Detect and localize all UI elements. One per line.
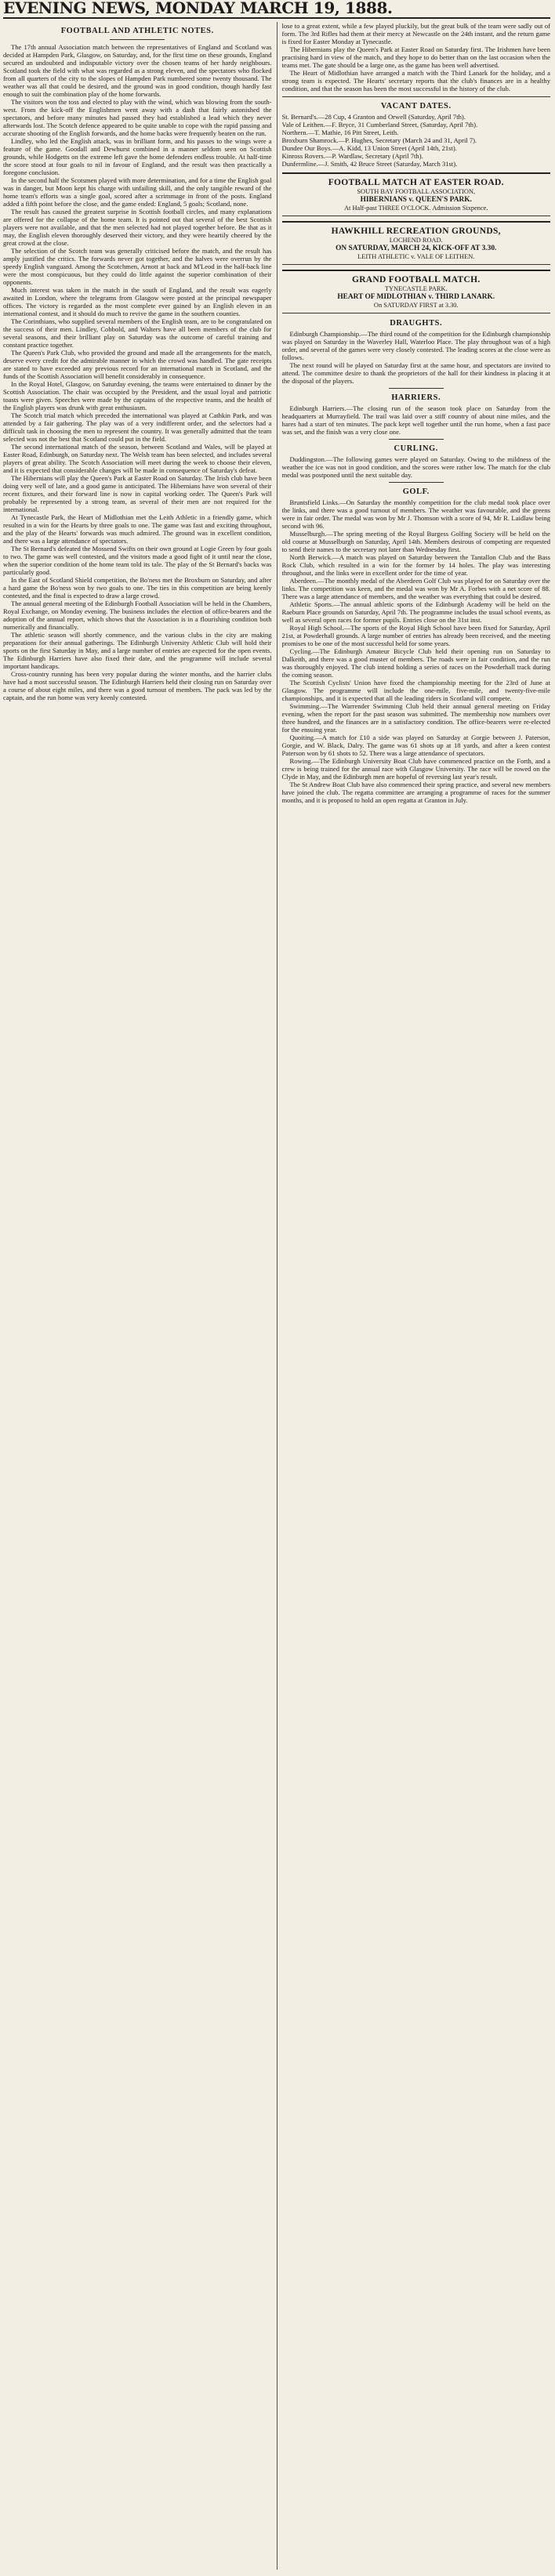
article-paragraph: Duddingston.—The following games were played on Saturday. Owing to the mildness of the weather the ice was not in good condition, and the scores were rather low. The match for the club medal was postponed until the next suitable day. bbox=[281, 455, 550, 479]
article-paragraph: lose to a great extent, while a few played pluckily, but the great bulk of the team were sadly out of form. The 3rd Rifles had them at their mercy at Newcastle on the 24th instant, and the return game is fixed for Easter Monday at Tynecastle. bbox=[281, 22, 550, 45]
ad-title: FOOTBALL MATCH AT EASTER ROAD. bbox=[328, 178, 504, 187]
list-item: Broxburn Shamrock.—P. Hughes, Secretary (March 24 and 31, April 7). bbox=[281, 136, 477, 144]
article-paragraph: The second international match of the season, between Scotland and Wales, will be played at Easter Road, Edinburgh, on Saturday next. The Welsh team has been selected, and includes several players of great ability. The Scotch Association will meet during the week to choose their eleven, and it is expected that considerable changes will be made in consequence of Saturday's defeat. bbox=[3, 443, 272, 474]
article-paragraph: Cross-country running has been very popular during the winter months, and the harrier clubs have had a most successful season. The Edinburgh Harriers held their closing run on Saturday over a course of about eight miles, and there was a good turnout of members. The pack was led by the captain, and the run home was very keenly contested. bbox=[3, 670, 272, 701]
article-paragraph: Cycling.—The Edinburgh Amateur Bicycle Club held their opening run on Saturday to Dalkeith, and there was a good muster of members. The roads were in fair condition, and the run was thoroughly enjoyed. The club intend holding a series of races on the Powderhall track during the coming season. bbox=[281, 647, 550, 679]
masthead bbox=[3, 0, 550, 19]
article-paragraph: The Queen's Park Club, who provided the ground and made all the arrangements for the match, deserve every credit for the admirable manner in which the crowd was handled. The gate receipts are stated to have exceeded any previous record for an international match in Scotland, and the funds of the Scottish Association will benefit considerably in consequence. bbox=[3, 349, 272, 380]
article-paragraph: Rowing.—The Edinburgh University Boat Club have commenced practice on the Forth, and a crew is being trained for the annual race with Glasgow University. The race will be rowed on the Clyde in May, and the Edinburgh men are hopeful of reversing last year's result. bbox=[281, 757, 550, 781]
ad-detail: On SATURDAY FIRST at 3.30. bbox=[373, 302, 459, 309]
article-paragraph: Quoiting.—A match for £10 a side was played on Saturday at Gorgie between J. Paterson, Gorgie, and W. Black, Dalry. The game was 61 shots up at 18 yards, and after a keen contest Paterson won by 61 shots to 52. There was a large attendance of spectators. bbox=[281, 734, 550, 757]
list-item: St. Bernard's.—28 Cup, 4 Granton and Orwell (Saturday, April 7th). bbox=[281, 113, 466, 121]
advertisement-easter-road bbox=[282, 172, 551, 216]
ad-line: HIBERNIANS v. QUEEN'S PARK. bbox=[360, 196, 472, 204]
list-item: Dundee Our Boys.—A. Kidd, 13 Union Street (April 14th, 21st). bbox=[281, 144, 457, 152]
section-rule bbox=[389, 388, 444, 389]
ad-subtitle: TYNECASTLE PARK. bbox=[384, 285, 448, 292]
advertisement-hawkhill bbox=[282, 221, 551, 265]
list-item: Vale of Leithen.—F. Bryce, 31 Cumberland Street, (Saturday, April 7th). bbox=[281, 121, 478, 129]
article-paragraph: The St Bernard's defeated the Mossend Swifts on their own ground at Logie Green by four goals to two. The game was well contested, and the visitors made a good fight of it until near the close, when the superior condition of the home team told its tale. The play of the St Bernard's backs was particularly good. bbox=[3, 545, 272, 576]
article-paragraph: The 17th annual Association match between the representatives of England and Scotland was decided at Hampden Park, Glasgow, on Saturday, and, for the first time on these grounds, England secured an undoubted and indisputable victory over the chosen teams of her hardy neighbours. Scotland took the field with what was regarded as a strong eleven, and the spectators who flocked from all quarters of the city to the slopes of Hampden Park numbered some twenty thousand. The weather was all that could be desired, and the ground was in good condition, though hardly fast enough to suit the combination play of the home forwards. bbox=[3, 43, 272, 98]
article-paragraph: The Scotch trial match which preceded the international was played at Cathkin Park, and was attended by a fair gathering. The play was of a very indifferent order, and the selectors had a difficult task in choosing the men to represent the country. It was generally admitted that the team selected was not the best that Scotland could put in the field. bbox=[3, 411, 272, 443]
ad-detail: At Half-past THREE O'CLOCK. Admission Sixpence. bbox=[344, 205, 488, 212]
section-rule bbox=[389, 482, 444, 483]
article-paragraph: Swimming.—The Warrender Swimming Club held their annual general meeting on Friday evening, when the report for the past season was submitted. The membership now numbers over three hundred, and the finances are in a satisfactory condition. The office-bearers were re-elected for the ensuing year. bbox=[281, 702, 550, 734]
list-item: Dunfermline.—J. Smith, 42 Bruce Street (Saturday, March 31st). bbox=[281, 160, 458, 168]
article-paragraph: Edinburgh Championship.—The third round of the competition for the Edinburgh championship was played on Saturday in the Waverley Hall, Waterloo Place. The play throughout was of a high order, and several of the games were very closely contested. The leading scores at the close were as follows. bbox=[281, 330, 550, 361]
article-paragraph: The next round will be played on Saturday first at the same hour, and spectators are invited to attend. The committee desire to thank the proprietors of the hall for their kindness in placing it at the disposal of the players. bbox=[281, 361, 550, 385]
article-paragraph: The Scottish Cyclists' Union have fixed the championship meeting for the 23rd of June at Glasgow. The programme will include the one-mile, five-mile, and twenty-five-mile championships, and it is expected that all the leading riders in Scotland will compete. bbox=[281, 679, 550, 702]
article-paragraph: The Hibernians play the Queen's Park at Easter Road on Saturday first. The Irishmen have been practising hard in view of the match, and they hope to do better than on the last occasion when the teams met. The gate should be a large one, as the game has been well advertised. bbox=[281, 45, 550, 69]
list-item: Kinross Rovers.—P. Wardlaw, Secretary (April 7th). bbox=[281, 152, 423, 160]
ad-subtitle: LOCHEND ROAD. bbox=[389, 237, 443, 244]
section-heading-harriers: HARRIERS. bbox=[391, 393, 441, 402]
article-paragraph: The result has caused the greatest surprise in Scottish football circles, and many explanations are offered for the collapse of the home team. It is pointed out that several of the best Scottish players were not available, and that the men selected had not played together before. Be that as it may, the English eleven thoroughly deserved their victory, and they were heartily cheered by the great crowd at the close. bbox=[3, 208, 272, 247]
article-paragraph: In the Royal Hotel, Glasgow, on Saturday evening, the teams were entertained to dinner by the Scottish Association. The chair was occupied by the President, and the usual loyal and patriotic toasts were given. Speeches were made by the captains of the respective teams, and the health of the English players was drunk with great enthusiasm. bbox=[3, 380, 272, 411]
article-paragraph: The annual general meeting of the Edinburgh Football Association will be held in the Chambers, Royal Exchange, on Monday evening. The business includes the election of office-bearers and the adoption of the annual report, which shows that the Association is in a flourishing condition both numerically and financially. bbox=[3, 600, 272, 631]
ad-line: HEART OF MIDLOTHIAN v. THIRD LANARK. bbox=[337, 293, 495, 301]
article-paragraph: The Corinthians, who supplied several members of the English team, are to be congratulated on the success of their men. Lindley, Cobbold, and Walters have all been members of the club for several seasons, and their brilliant play on Saturday was the outcome of careful training and constant practice together. bbox=[3, 317, 272, 349]
article-paragraph: Much interest was taken in the match in the south of England, and the result was eagerly awaited in London, where the telegrams from Glasgow were posted at the principal newspaper offices. The victory is regarded as the most complete ever gained by an English eleven in an international contest, and it should do much to revive the game in the southern counties. bbox=[3, 286, 272, 317]
vacant-dates-list bbox=[282, 113, 551, 168]
article-paragraph: Edinburgh Harriers.—The closing run of the season took place on Saturday from the headquarters at Murrayfield. The trail was laid over a stiff country of about nine miles, and the hares had a start of ten minutes. The pack kept well together until the run home, when a fast pace was set, and the finish was a very close one. bbox=[281, 404, 550, 436]
article-paragraph: North Berwick.—A match was played on Saturday between the Tantallon Club and the Bass Rock Club, which resulted in a win for the former by 14 holes. The play was interesting throughout, and the links were in excellent order for the time of year. bbox=[281, 553, 550, 577]
section-rule bbox=[389, 439, 444, 440]
section-heading-golf: GOLF. bbox=[402, 487, 430, 496]
article-paragraph: In the second half the Scotsmen played with more determination, and for a time the English goal was in danger, but Moon kept his charge with unfailing skill, and the only tangible reward of the home team's efforts was a single goal, scored after a scrimmage in front of the posts. England added a fifth point before the close, and the game ended: England, 5 goals; Scotland, none. bbox=[3, 176, 272, 208]
ad-title: GRAND FOOTBALL MATCH. bbox=[351, 275, 481, 284]
article-paragraph: The selection of the Scotch team was generally criticised before the match, and the result has amply justified the critics. The forwards never got together, and the halves were overrun by the speedy English vanguard. Among the Scotchmen, Arnott at back and M'Leod in the half-back line were the most conspicuous, but they could do little against the superior combination of their opponents. bbox=[3, 247, 272, 286]
left-column bbox=[3, 22, 272, 2570]
ad-line: ON SATURDAY, MARCH 24, KICK-OFF AT 3.30. bbox=[336, 245, 497, 252]
article-paragraph: The Heart of Midlothian have arranged a match with the Third Lanark for the holiday, and a strong team is expected. The Hearts' secretary reports that the club's finances are in a healthy condition, and that the season has been the most successful in the history of the club. bbox=[281, 69, 550, 92]
ad-detail: LEITH ATHLETIC v. VALE OF LEITHEN. bbox=[357, 253, 475, 260]
article-paragraph: Bruntsfield Links.—On Saturday the monthly competition for the club medal took place over the links, and there was a good turnout of members. The weather was favourable, and the greens were in fair order. The medal was won by Mr J. Thomson with a score of 94, Mr R. Laidlaw being second with 96. bbox=[281, 498, 550, 530]
article-paragraph: Lindley, who led the English attack, was in brilliant form, and his passes to the wings were a feature of the game. Goodall and Dewhurst combined in a manner seldom seen on Scottish grounds, while Hodgetts on the extreme left gave the home defenders endless trouble. At half-time the score stood at four goals to nil in favour of England, and the result was then practically a foregone conclusion. bbox=[3, 137, 272, 176]
article-paragraph: At Tynecastle Park, the Heart of Midlothian met the Leith Athletic in a friendly game, which resulted in a win for the Hearts by three goals to one. The game was fast and exciting throughout, and the play of the Hearts' forwards was much admired. The ground was in excellent condition, and there was a large attendance of spectators. bbox=[3, 513, 272, 545]
masthead-title: EVENING NEWS, MONDAY MARCH 19, 1888. bbox=[3, 0, 393, 17]
article-paragraph: Aberdeen.—The monthly medal of the Aberdeen Golf Club was played for on Saturday over the links. The competition was keen, and the medal was won by Mr A. Forbes with a net score of 88. There was a large attendance of members, and the weather was everything that could be desired. bbox=[281, 577, 550, 600]
article-paragraph: The Hibernians will play the Queen's Park at Easter Road on Saturday. The Irish club have been doing very well of late, and a good game is anticipated. The Hibernians have won several of their recent fixtures, and their forward line is now in capital working order. The Queen's Park will probably be represented by a strong team, as several of their men are not required for the international. bbox=[3, 474, 272, 513]
article-heading: FOOTBALL AND ATHLETIC NOTES. bbox=[60, 27, 214, 35]
ad-subtitle: SOUTH BAY FOOTBALL ASSOCIATION, bbox=[357, 188, 476, 195]
ad-title: HAWKHILL RECREATION GROUNDS, bbox=[331, 226, 501, 236]
section-heading-vacant-dates: VACANT DATES. bbox=[380, 102, 452, 111]
columns bbox=[3, 19, 550, 2570]
heading-rule bbox=[110, 39, 165, 40]
right-column bbox=[277, 22, 551, 2570]
article-paragraph: Royal High School.—The sports of the Royal High School have been fixed for Saturday, April 21st, at Powderhall grounds. A large number of entries has already been received, and the meeting promises to be one of the most successful held for some years. bbox=[281, 624, 550, 647]
section-heading-curling: CURLING. bbox=[394, 444, 438, 453]
section-heading-draughts: DRAUGHTS. bbox=[390, 319, 443, 328]
article-paragraph: Athletic Sports.—The annual athletic sports of the Edinburgh Academy will be held on the Raeburn Place grounds on Saturday, April 7th. The programme includes the usual school events, as well as several open races for former pupils. Entries close on the 31st inst. bbox=[281, 600, 550, 624]
advertisement-tynecastle bbox=[282, 270, 551, 313]
article-paragraph: The visitors won the toss and elected to play with the wind, which was blowing from the south-west. From the kick-off the Englishmen went away with a dash that fairly astonished the spectators, and before many minutes had passed they had established a lead which they never afterwards lost. The Scotch defence appeared to be quite unable to cope with the rapid passing and accurate shooting of the English forwards, and the home backs were frequently beaten on the run. bbox=[3, 98, 272, 137]
list-item: Northern.—T. Mathie, 16 Pitt Street, Leith. bbox=[281, 129, 399, 136]
article-paragraph: In the East of Scotland Shield competition, the Bo'ness met the Broxburn on Saturday, and after a hard game the Bo'ness won by two goals to one. The ties in this competition are being keenly contested, and the final is expected to draw a large crowd. bbox=[3, 576, 272, 600]
section-rule bbox=[282, 96, 551, 97]
article-paragraph: The St Andrew Boat Club have also commenced their spring practice, and several new members have joined the club. The regatta committee are arranging a programme of races for the summer months, and it is proposed to hold an open regatta at Granton in July. bbox=[281, 781, 550, 804]
article-paragraph: The athletic season will shortly commence, and the various clubs in the city are making preparations for their annual gatherings. The Edinburgh University Athletic Club will hold their sports on the first Saturday in May, and a large number of entries are expected for the open events. The Edinburgh Harriers have also fixed their date, and the programme will include several important handicaps. bbox=[3, 631, 272, 670]
article-paragraph: Musselburgh.—The spring meeting of the Royal Burgess Golfing Society will be held on the old course at Musselburgh on Saturday, April 14th. Members desirous of competing are requested to send their names to the secretary not later than Wednesday first. bbox=[281, 530, 550, 553]
